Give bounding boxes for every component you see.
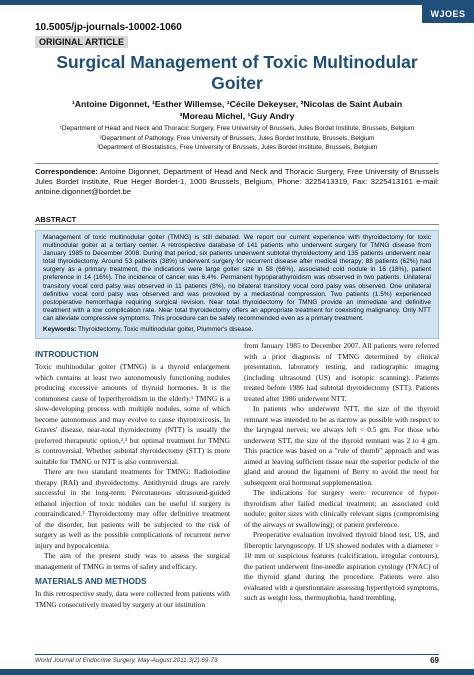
article-type-label: ORIGINAL ARTICLE <box>35 36 128 48</box>
keywords-text: Thyroidectomy, Toxic multinodular goiter, Plummer's disease. <box>77 326 254 334</box>
methods-paragraph-1: In this retrospective study, data were collected from patients with TMNG consecutively treated by surgery at our institution <box>35 589 230 609</box>
abstract-box <box>35 230 439 339</box>
right-column <box>244 341 439 604</box>
methods-heading: MATERIALS AND METHODS <box>35 576 147 586</box>
introduction-heading: INTRODUCTION <box>35 349 99 359</box>
bottom-bar <box>0 669 474 675</box>
article-title: Surgical Management of Toxic Multinodular Goiter <box>56 52 418 93</box>
doi-text[interactable]: 10.5005/jp-journals-10002-1060 <box>35 22 182 33</box>
page-number: 69 <box>430 656 439 665</box>
footer-citation: World Journal of Endocrine Surgery, May-August 2011;3(2):69-73 <box>35 657 218 664</box>
affiliation-3: ³Department of Biostatistics, Free University of Brussels, Jules Bordet Institute, Brussels, Belgium <box>96 144 378 151</box>
abstract-text: Management of toxic multinodular goiter (TMNG) is still debated. We report our current experience with thyroidectomy for toxic multinodular goiter at a tertiary center. A retrospective database of 141 patients who underwent surgery for TMNG disease from January 1985 to December 2008. During that period, six patients underwent subtotal thyroidectomy and 135 patients underwent near total thyroidectomy. Around 53 patients (38%) underwent surgery for recurrent disease after medical therapy; 88 patients (62%) had surgery as a primary treatment, the indications were large goiter size in 58 (66%), associated cold nodule in 16 (18%), patient preference in 14 (16%). The incidence of cancer was 6.4%. Permanent hypoparathyroidism was observed in two patients. Unilateral transitory vocal cord palsy was observed in 11 patients (8%), no bilateral transitory vocal cord palsy was observed. One unilateral definitive vocal cord palsy was observed and was provoked by a mediastinal compression. Two patients (1.5%) experienced postoperative hemorrhagia requiring surgical revision. Near total thyroidectomy for TMNG provide an immediate and definitive treatment with a low complication rate. Near total thyroidectomy offers an appropriate treatment for coexisting malignancy. Only NTT can alleviate compressive symptoms. This procedure can be safely recommended even as a primary treatment. <box>43 234 431 322</box>
affiliations <box>40 124 434 153</box>
methods-paragraph-2: from January 1985 to December 2007. All patients were referred with a prior diagnosis of TMNG determined by clinical presentation, laboratory testing, and radiographic imaging (including ultrasound (US) and isotopic scanning). Patients treated before 1986 had subtotal thyroidectomy (STT). Patients treated after 1986 underwent NTT. <box>244 341 439 403</box>
top-rule <box>0 0 474 5</box>
author-line-2: ³Moreau Michel, ¹Guy Andry <box>179 111 295 121</box>
left-column <box>35 349 230 610</box>
correspondence-label: Correspondence: <box>35 167 98 176</box>
intro-paragraph-2: There are two standard treatments for TMNG: Radioiodine therapy (RAI) and thyroidectomy. Antithyroid drugs are rarely successful in the long-term. Percutaneous ultrasound-guided ethanol injection of toxic nodules can be useful if surgery is contraindicated.² Thyroidectomy may offer definitive treatment of the disorder, but patients will be subjected to the risk of surgery as well as the possible complications of recurrent nerve injury and hypocalcemia. <box>35 467 230 550</box>
keywords-label: Keywords: <box>43 326 77 334</box>
methods-paragraph-3: In patients who underwent NTT, the size of the thyroid remnant was intended to be as narrow as possible with respect to the laryngeal nerves; we always left < 0.5 gm. For those who underwent STT, the size of the thyroid remnant was 2 to 4 gm. This practice was based on a "rule of thumb" approach and was aimed at leaving sufficient tissue near the superior pedicle of the gland and around the ligament of Berry to avoid the need for subsequent oral hormonal supplementation. <box>244 404 439 487</box>
affiliation-2: ²Department of Pathology, Free University of Brussels, Jules Bordet Institute, Brussels, Belgium <box>99 134 375 142</box>
footer-rule <box>35 654 439 655</box>
divider <box>35 224 439 225</box>
methods-paragraph-5: Preoperative evaluation involved thyroid blood test, US, and fiberoptic laryngoscopy. If US showed nodules with a diameter > 10 mm or suspicious features (calcification, irregular contours), the patient underwent fine-needle aspiration cytology (FNAC) of the thyroid gland during the procedure. Patients were also evaluated with a questionnaire assessing hyperthyroid symptoms, such as weight loss, thermophobia, hand trembling, <box>244 530 439 602</box>
correspondence <box>35 167 439 196</box>
keywords <box>43 326 431 334</box>
journal-badge: WJOES <box>422 5 474 23</box>
abstract-heading: ABSTRACT <box>35 215 77 224</box>
divider <box>35 163 439 164</box>
intro-paragraph-3: The aim of the present study was to assess the surgical management of TMNG in terms of safety and efficacy. <box>35 551 230 571</box>
methods-paragraph-4: The indications for surgery were: recurrence of hyper-thyroidism after failed medical treatment; an associated cold nodule; goiter sizes with clinically relevant signs (compromising of the airways or swallowing); or patient preference. <box>244 488 439 529</box>
correspondence-text: Antoine Digonnet, Department of Head and Neck and Thoracic Surgery, Free University of Brussels Jules Bordet Institute, Rue Heger Bordet-1, 1000 Brussels, Belgium, Phone: 3225413319, Fax: 3225413161 e-mail: antoine.digonnet@bordet.be <box>35 167 439 196</box>
author-list <box>40 98 434 122</box>
author-line-1: ¹Antoine Digonnet, ¹Esther Willemse, ¹Cécile Dekeyser, ²Nicolas de Saint Aubain <box>71 99 403 109</box>
affiliation-1: ¹Department of Head and Neck and Thoracic Surgery, Free University of Brussels, Jules Bordet Institute, Brussels, Belgium <box>59 125 415 132</box>
intro-paragraph-1: Toxic multinodular goiter (TMNG) is a thyroid enlargement which contains at least two autonomously functioning nodules producing excessive amounts of thyroid hormones. It is the commonest cause of hyperthyroidism in the elderly.¹ TMNG is a slow-developing process with multiple nodules, some of which become autonomous and may evolve to cause thyrotoxicosis. In Graves' disease, near-total thyroidectomy (NTT) is usually the preferred therapeutic option,²,³ but optimal treatment for TMNG is controversial. Whether subtotal thyroidectomy (STT) is more suitable for TMNG or NTT is also controversial. <box>35 362 230 466</box>
